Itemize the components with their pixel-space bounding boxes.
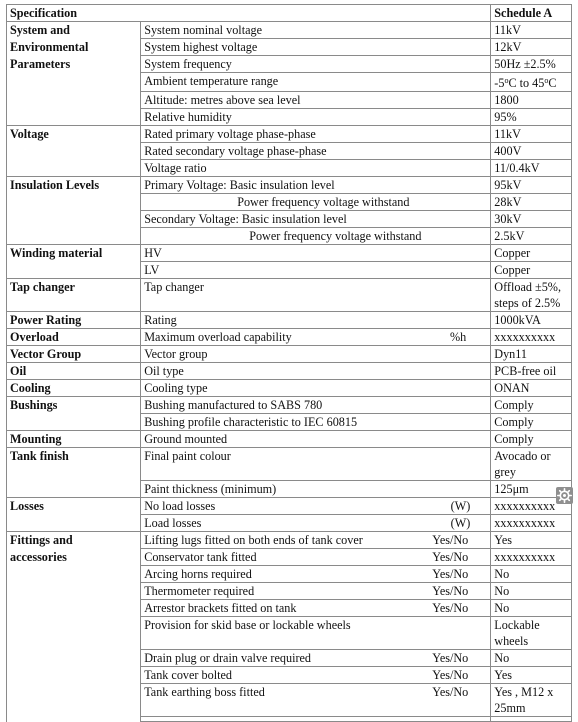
table-row — [7, 312, 572, 329]
row-description — [141, 684, 491, 717]
category-spacer — [7, 228, 141, 245]
row-value: Dyn11 — [491, 346, 572, 363]
description-text: Arrestor brackets fitted on tank — [144, 601, 297, 615]
unit-label: %h — [450, 330, 467, 344]
row-description — [141, 650, 491, 667]
row-description: System frequency — [141, 56, 491, 73]
row-value — [491, 279, 572, 312]
row-value — [491, 717, 572, 722]
specification-document — [6, 4, 572, 722]
row-value: 28kV — [491, 194, 572, 211]
row-value: ONAN — [491, 380, 572, 397]
category-spacer — [7, 211, 141, 228]
row-value: Copper — [491, 262, 572, 279]
category-label: Cooling — [7, 380, 141, 397]
row-description: Primary Voltage: Basic insulation level — [141, 177, 491, 194]
table-row — [7, 245, 572, 262]
category-spacer — [7, 515, 141, 532]
row-description — [141, 329, 491, 346]
row-value: No — [491, 583, 572, 600]
description-text: Tank earthing boss fitted — [144, 685, 265, 699]
row-description: Rating — [141, 312, 491, 329]
row-description — [141, 600, 491, 617]
description-text: Thermometer required — [144, 584, 255, 598]
row-value: Comply — [491, 414, 572, 431]
table-row — [7, 397, 572, 414]
value-line: Avocado or — [494, 449, 551, 463]
table-row — [7, 346, 572, 363]
description-text: Conservator tank fitted — [144, 550, 257, 564]
row-description: System nominal voltage — [141, 22, 491, 39]
table-row — [7, 583, 572, 600]
row-description: Bushing profile characteristic to IEC 60815 — [141, 414, 491, 431]
row-value: 2.5kV — [491, 228, 572, 245]
table-row — [7, 73, 572, 92]
table-row — [7, 600, 572, 617]
category-spacer — [7, 194, 141, 211]
value-line: Offload ±5%, — [494, 280, 561, 294]
category-label: Tank finish — [7, 448, 141, 481]
row-value: 95kV — [491, 177, 572, 194]
row-value: 11kV — [491, 22, 572, 39]
value-line: steps of 2.5% — [494, 296, 561, 310]
row-value: 11/0.4kV — [491, 160, 572, 177]
category-spacer — [7, 414, 141, 431]
category-label: Power Rating — [7, 312, 141, 329]
row-value: PCB-free oil — [491, 363, 572, 380]
row-value: No — [491, 566, 572, 583]
row-description: Final paint colour — [141, 448, 491, 481]
degree-symbol: o — [544, 76, 549, 85]
value-part: -5 — [494, 76, 505, 90]
description-text: Load losses — [144, 516, 202, 530]
unit-label: Yes/No — [432, 668, 469, 682]
category-spacer — [7, 73, 141, 92]
row-description: System highest voltage — [141, 39, 491, 56]
table-row — [7, 56, 572, 73]
row-value: Yes — [491, 532, 572, 549]
category-spacer — [7, 717, 141, 722]
row-description: Power frequency voltage withstand — [141, 194, 491, 211]
value-line: grey — [494, 465, 516, 479]
row-description: Relative humidity — [141, 109, 491, 126]
row-description: Bushing manufactured to SABS 780 — [141, 397, 491, 414]
table-row — [7, 262, 572, 279]
row-description: Tap changer — [141, 279, 491, 312]
header-specification: Specification — [7, 5, 491, 22]
table-row — [7, 22, 572, 39]
category-label: Tap changer — [7, 279, 141, 312]
row-description — [141, 532, 491, 549]
table-row — [7, 448, 572, 481]
category-label: Fittings and — [7, 532, 141, 549]
row-value: 95% — [491, 109, 572, 126]
table-row — [7, 650, 572, 667]
row-description: Secondary Voltage: Basic insulation level — [141, 211, 491, 228]
table-header — [7, 5, 572, 22]
table-row — [7, 160, 572, 177]
row-description: Ground mounted — [141, 431, 491, 448]
row-description: Vector group — [141, 346, 491, 363]
table-row — [7, 549, 572, 566]
table-row — [7, 126, 572, 143]
row-value: No — [491, 600, 572, 617]
category-label: System and — [7, 22, 141, 39]
table-row — [7, 143, 572, 160]
row-description: Provision for skid base or lockable wheels — [141, 617, 491, 650]
table-row — [7, 481, 572, 498]
category-spacer — [7, 92, 141, 109]
value-line: Lockable — [494, 618, 540, 632]
row-value: 50Hz ±2.5% — [491, 56, 572, 73]
row-description: Paint thickness (minimum) — [141, 481, 491, 498]
category-label: Winding material — [7, 245, 141, 262]
row-value: Copper — [491, 245, 572, 262]
unit-label: Yes/No — [432, 651, 469, 665]
table-row — [7, 329, 572, 346]
table-row — [7, 566, 572, 583]
row-description: HV — [141, 245, 491, 262]
row-value: xxxxxxxxxx — [491, 498, 572, 515]
table-row — [7, 380, 572, 397]
category-label: Voltage — [7, 126, 141, 143]
row-value — [491, 617, 572, 650]
table-row — [7, 39, 572, 56]
category-spacer — [7, 143, 141, 160]
table-row — [7, 194, 572, 211]
table-row — [7, 667, 572, 684]
specification-table — [6, 4, 572, 722]
table-row — [7, 617, 572, 650]
value-line: Yes , M12 x — [494, 685, 554, 699]
row-value: 30kV — [491, 211, 572, 228]
row-description: Rated secondary voltage phase-phase — [141, 143, 491, 160]
category-label: Bushings — [7, 397, 141, 414]
description-text: Tank cover bolted — [144, 668, 232, 682]
row-description: Oil type — [141, 363, 491, 380]
table-row — [7, 228, 572, 245]
row-value: xxxxxxxxxx — [491, 549, 572, 566]
value-part: C to 45 — [508, 76, 545, 90]
header-schedule-a: Schedule A — [491, 5, 572, 22]
description-text: Arcing horns required — [144, 567, 252, 581]
row-value: 125μm — [491, 481, 572, 498]
row-description — [141, 717, 491, 722]
category-spacer — [7, 262, 141, 279]
row-description: Ambient temperature range — [141, 73, 491, 92]
row-description — [141, 583, 491, 600]
table-row — [7, 532, 572, 549]
row-value: 11kV — [491, 126, 572, 143]
value-line: wheels — [494, 634, 529, 648]
value-part: C — [548, 76, 557, 90]
category-label: accessories — [7, 549, 141, 566]
unit-label: (W) — [450, 499, 471, 513]
table-row — [7, 414, 572, 431]
row-value: Comply — [491, 431, 572, 448]
category-label: Overload — [7, 329, 141, 346]
category-label: Losses — [7, 498, 141, 515]
table-row — [7, 515, 572, 532]
unit-label: (W) — [450, 516, 471, 530]
unit-label: Yes/No — [432, 584, 469, 598]
description-text: Drain plug or drain valve required — [144, 651, 312, 665]
unit-label: Yes/No — [432, 601, 469, 615]
category-label: Parameters — [7, 56, 141, 73]
gear-icon — [556, 487, 573, 504]
table-row — [7, 177, 572, 194]
table-row — [7, 92, 572, 109]
table-row — [7, 109, 572, 126]
degree-symbol: o — [504, 76, 509, 85]
category-spacer — [7, 160, 141, 177]
row-value: 1800 — [491, 92, 572, 109]
row-description: Power frequency voltage withstand — [141, 228, 491, 245]
row-value: xxxxxxxxxx — [491, 515, 572, 532]
unit-label: Yes/No — [432, 685, 469, 699]
table-row — [7, 279, 572, 312]
category-spacer — [7, 109, 141, 126]
row-description: Cooling type — [141, 380, 491, 397]
row-description: Voltage ratio — [141, 160, 491, 177]
unit-label: Yes/No — [432, 567, 469, 581]
row-value: 1000kVA — [491, 312, 572, 329]
table-row — [7, 363, 572, 380]
table-row — [7, 211, 572, 228]
value-line: 25mm — [494, 701, 526, 715]
row-description — [141, 566, 491, 583]
table-row — [7, 498, 572, 515]
row-value — [491, 684, 572, 717]
row-description — [141, 498, 491, 515]
row-description: LV — [141, 262, 491, 279]
row-value: 400V — [491, 143, 572, 160]
row-description — [141, 549, 491, 566]
row-value — [491, 73, 572, 92]
row-description — [141, 515, 491, 532]
category-spacer — [7, 583, 141, 600]
category-spacer — [7, 600, 141, 617]
row-description: Altitude: metres above sea level — [141, 92, 491, 109]
description-text: Lifting lugs fitted on both ends of tank cover — [144, 533, 363, 547]
category-label: Environmental — [7, 39, 141, 56]
table-row-cut-off — [7, 717, 572, 722]
category-label: Insulation Levels — [7, 177, 141, 194]
category-spacer — [7, 684, 141, 717]
row-value: Comply — [491, 397, 572, 414]
category-spacer — [7, 481, 141, 498]
category-spacer — [7, 650, 141, 667]
category-label: Oil — [7, 363, 141, 380]
category-spacer — [7, 617, 141, 650]
row-description — [141, 667, 491, 684]
row-value: No — [491, 650, 572, 667]
unit-label: Yes/No — [432, 533, 469, 547]
unit-label: Yes/No — [432, 550, 469, 564]
description-text: Maximum overload capability — [144, 330, 292, 344]
row-value: Yes — [491, 667, 572, 684]
table-row — [7, 431, 572, 448]
row-value: xxxxxxxxxx — [491, 329, 572, 346]
category-spacer — [7, 566, 141, 583]
settings-gear-icon[interactable] — [556, 487, 573, 504]
category-spacer — [7, 667, 141, 684]
category-label: Mounting — [7, 431, 141, 448]
description-text: No load losses — [144, 499, 216, 513]
row-description: Rated primary voltage phase-phase — [141, 126, 491, 143]
row-value — [491, 448, 572, 481]
row-value: 12kV — [491, 39, 572, 56]
table-row — [7, 684, 572, 717]
category-label: Vector Group — [7, 346, 141, 363]
